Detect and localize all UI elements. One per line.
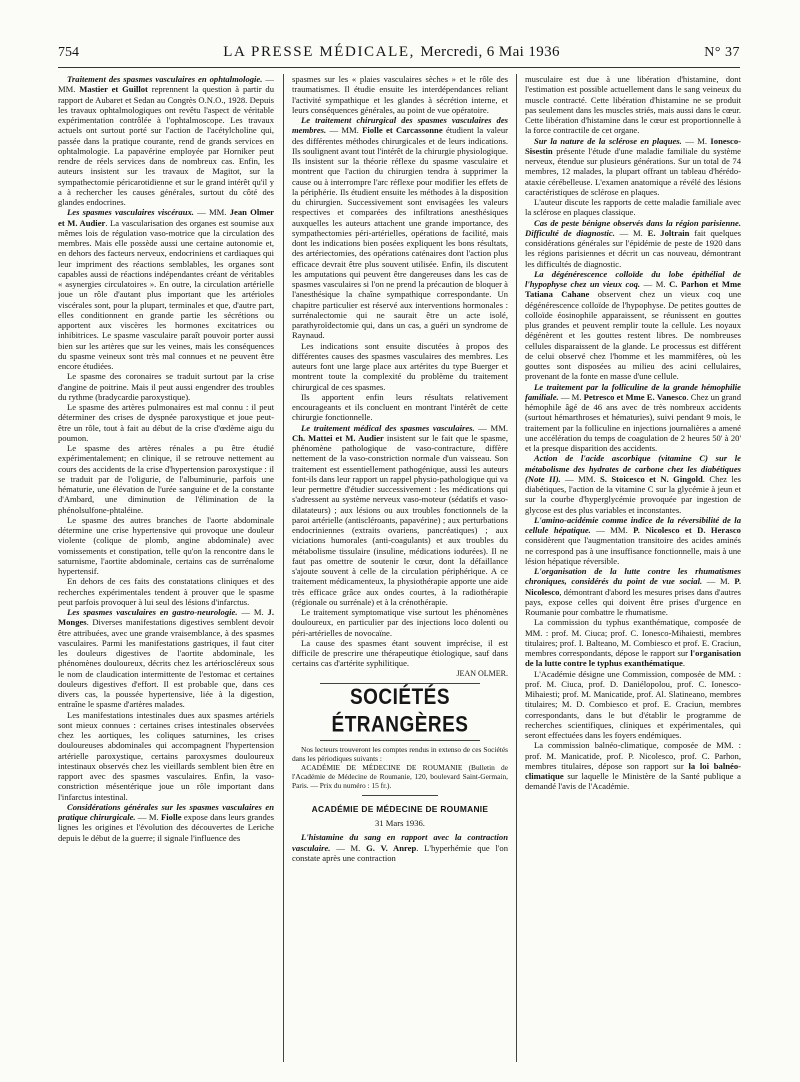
article-paragraph [58,607,274,710]
column-divider [516,74,517,1062]
publication-note: Nos lecteurs trouveront les comptes rendus in extenso de ces Sociétés dans les périodiques suivants : [292,744,508,763]
author-names: Fiolle [161,812,182,822]
article-text: . Chez les diabétiques, l'action de la vitamine C sur la glycémie à jeun et sur la courbe d'hyperglycémie provoquée par ingestion de glycose est des plus variables et inconstantes. [525,473,741,515]
article-text: spasmes sur les « plaies vasculaires sèches » et le rôle des traumatismes. Il étudie ensuite les interdépendances reliant l'activité sympathique et les glandes à sécrétion interne, et leurs conséquences générales, au point de vue opératoire. [292,74,508,115]
article-text: Le traitement symptomatique vise surtout les phénomènes douloureux, en particulier par des injections loco dolenti ou péri-artérielles de novocaïne. [292,607,508,638]
author-prefix: — MM. [474,422,508,433]
article-text: expose dans leurs grandes lignes les origines et l'évolution des découvertes de Leriche depuis le début de la guerre; il signale l'influence des [58,812,274,843]
column-2-articles [292,74,508,669]
column-2-tail [292,832,508,863]
author-names: Mastier et Guillot [79,84,148,95]
article-text: considèrent que l'augmentation transitoire des acides aminés ne correspond pas à une insuffisance fonctionnelle, mais à une lésion hépatique réversible. [525,535,741,566]
author-prefix: — MM. [193,207,230,218]
academy-heading: ACADÉMIE DE MÉDECINE DE ROUMANIE [311,803,489,814]
page-number: 754 [58,45,79,60]
article-text: . [682,658,686,669]
article-text: sur laquelle le Ministère de la Santé publique a demandé l'avis de l'Académie. [525,771,741,792]
article-paragraph [58,74,274,207]
article-heading: Sur la nature de la sclérose en plaques. [534,135,682,146]
author-prefix: — M. [330,842,367,853]
article-heading: L'amino-acidémie comme indice de la réversibilité de la cellule hépatique. [525,514,741,535]
author-prefix: — M. [614,227,648,238]
article-text: . L'hyperhémie que l'on constate après une contraction [292,842,508,863]
article-paragraph [292,392,508,423]
author-prefix: — M. [681,135,711,146]
article-text: fait quelques considérations générales sur l'épidémie de peste de 1920 dans les régions parisiennes et décrit un cas nouveau, démontrant les difficultés de diagnostic. [525,227,741,269]
article-paragraph [58,443,274,515]
article-heading: Les spasmes vasculaires en gastro-neurologie. [67,607,238,617]
article-paragraph [525,218,741,269]
article-paragraph [525,269,741,382]
author-prefix: — MM. [590,525,634,535]
bold-phrase: la loi balnéo-climatique [525,760,741,781]
author-names: Fiolle et Carcassonne [362,125,443,136]
article-text: Les manifestations intestinales dues aux spasmes artériels sont mieux connues : certaines crises intestinales observées chez les aortiques, les coliques saturnines, les crises douloureuses abdominales qui accompagnent l'hypertension artérielle paroxystique, certains paroxysmes douloureux intestinaux observés chez les vieillards semblent bien être en rapport avec des spasmes vasculaires. Enfin, la vaso-constriction mésentérique joue un rôle important dans l'infarctus intestinal. [58,709,274,802]
author-prefix: — MM. [560,473,601,484]
page-header [58,44,740,66]
article-text: Le spasme des artères rénales a pu être étudié expérimentalement; en clinique, il se retrouve nettement au cours des accidents de la crise d'hypertension paroxystique : il se traduit par de l'oligurie, de l'albuminurie, parfois une hématurie, une élévation de l'urée sanguine et de la constante d'Ambard, une diminution de l'élimination de la phénolsulfone-phtaléine. [58,443,274,515]
article-paragraph [58,802,274,843]
article-paragraph [292,638,508,669]
column-divider [283,74,284,1062]
article-heading: Traitement des spasmes vasculaires en ophtalmologie. [67,74,263,84]
author-prefix: — M. [558,391,584,402]
article-paragraph [525,515,741,566]
column-2 [292,74,508,1062]
article-text: Le spasme des artères pulmonaires est mal connu : il peut déterminer des crises de dyspnée paroxystique et joue peut-être un rôle, tout à fait au début de la crise d'œdème aigu du poumon. [58,402,274,443]
article-heading: Les spasmes vasculaires viscéraux. [67,207,194,218]
article-paragraph [292,423,508,608]
journal-title [223,44,560,61]
signature: JEAN OLMER. [456,668,508,678]
article-text: musculaire est due à une libération d'histamine, dont l'estimation est possible actuellement dans le sang veineux du muscle contracté. Cette libération d'histamine ne se produit pas seulement dans les muscles striés, mais aussi dans le cœur. Cette libération d'histamine dans le cœur est proportionnelle à la force contractile de cet organe. [525,74,741,136]
article-text: La commission du typhus exanthématique, composée de MM. : prof. M. Ciuca; prof. C. Ionesco-Mihaiesti, membres titulaires; prof. I. Balteano, M. Combiesco et prof. E. Craciun, membres correspondants, dépose le rapport sur [525,617,741,658]
article-paragraph [292,115,508,341]
author-names: Ch. Mattei et M. Audier [292,432,384,443]
section-title: SOCIÉTÉS ÉTRANGÈRES [331,685,469,738]
article-paragraph [292,832,508,863]
session-date: 31 Mars 1936. [375,818,425,828]
column-1 [58,74,274,1062]
author-names: Jean Olmer et M. Audier [58,207,274,228]
article-text: . La vascularisation des organes est soumise aux mêmes lois de régulation vaso-motrice que la circulation des membres. Mais elle possède aussi une certaine autonomie et, en dehors des facteurs nerveux, endocriniens et cardiaques qui leur impriment des réactions semblables, les organes sont capables aussi de réactions indépendantes créant de véritables « asynergies circulatoires ». En outre, la circulation artérielle joue un rôle d'autant plus important que les artérioles viscérales sont, pour la plupart, terminales et que, d'autre part, elles conditionnent en grande partie les sécrétions ou apportent aux viscères les hormones excitatrices ou inhibitrices. Le spasme vasculaire paraît pouvoir porter aussi bien sur les artères que sur les veines, mais les conséquences du spasme veineux sont très mal connues et ne peuvent être encore étudiées. [58,217,274,371]
author-names: C. Parhon et Mme Tatiana Cahane [525,279,741,300]
article-paragraph [525,136,741,198]
article-heading: La dégénérescence colloïde du lobe épithélial de l'hypophyse chez un vieux coq. [525,268,741,289]
article-paragraph [525,566,741,617]
article-text: . Diverses manifestations digestives semblent devoir être attribuées, avec une grande vraisemblance, à des spasmes vasculaires. Parmi les manifestations gastriques, il faut citer les douleurs digestives de l'aortite abdominale, les phénomènes douloureux, décrits chez les artérioscléreux sous le nom de claudication intermittente de l'estomac et certaines douleurs digestives d'effort. Il est probable que, dans ces divers cas, la poussée hypertensive, liée à la digestion, entraîne le spasme d'artères malades. [58,617,274,710]
article-paragraph [525,197,741,218]
author-names: S. Stoicesco et N. Gingold [600,473,703,484]
section-rule [320,740,480,741]
article-text: , démontrant d'abord les mesures prises dans d'autres pays, expose celles qui doivent être prises d'urgence en Roumanie pour combattre le rhumatisme. [525,586,741,617]
article-heading: L'histamine du sang en rapport avec la contraction vasculaire. [292,832,508,853]
article-paragraph [292,74,508,115]
author-names: E. Joltrain [647,227,690,238]
article-heading: Cas de peste bénigne observés dans la région parisienne. Difficulté de diagnostic. [525,217,741,238]
issue-date: Mercredi, 6 Mai 1936 [420,44,560,60]
author-names: P. Nicolesco et D. Herasco [633,525,741,535]
article-heading: Le traitement médical des spasmes vasculaires. [301,422,475,433]
article-paragraph [525,617,741,668]
short-rule [362,795,438,796]
column-3 [525,74,741,1062]
article-paragraph [525,382,741,454]
article-text: étudient la valeur des différentes méthodes chirurgicales et de leurs indications. Ils soulignent avant tout l'intérêt de la chirurgie physiologique. Ils insistent sur la théorie réflexe du spasme vasculaire et montrent que l'action du chirurgien tendra à supprimer la cause ou à interrompre l'arc réflexe pour modifier les effets de la périphérie. Ils étudient ensuite les méthodes à la disposition du chirurgien. Successivement sont envisagées les valeurs respectives et comparées des infiltrations anesthésiques auxquelles les auteurs attachent une grande importance, des sympathectomies péri-artérielles, opérations de facilité, mais dont les indications bien posées expliquent les bons résultats, des artériectomies, des opérations caténaires dont l'action plus efficace devrait être plus souvent utilisée. Enfin, ils discutent les amputations qui peuvent être dangereuses dans les cas de spasmes vasculaires si l'on ne prend la précaution de bloquer à l'anesthésique la chaîne sympathique correspondante. Un chapitre particulier est réservé aux interventions hormonales : surrénalectomie qui ne saurait être un acte isolé, parathyroïdectomie qui, dans un cas, a guéri un syndrome de Raynaud. [292,125,508,341]
author-names: P. Nicolesco [525,576,741,597]
author-prefix: — M. [135,812,162,822]
article-text: Ils apportent enfin leurs résultats relativement encourageants et ils concluent en montrant l'intérêt de cette chirurgie fonctionnelle. [292,391,508,423]
article-text: reprennent la question à partir du rapport de Aubaret et Sedan au Congrès O.N.O., 1928. Depuis les travaux ophtalmologiques ont revêtu l'aspect de véritable expérimentation contrôlée à l'ophtalmoscope. Les travaux actuels ont surtout porté sur l'action de l'acétylcholine qui, passée dans la pratique courante, rend de grands services en ophtalmologie. La papavérine employée par Horniker peut rendre de réels services dans de nombreux cas. Enfin, les auteurs insistent sur les travaux de Magitot, sur la sympathectomie péricarotidienne et sur le grand intérêt qu'il y a à rechercher les causes générales, surtout du côté des glandes endocrines. [58,84,274,207]
article-paragraph [292,341,508,392]
article-paragraph [525,453,741,515]
article-paragraph [525,74,741,136]
article-paragraph [58,371,274,402]
author-prefix: — M. [237,607,268,617]
article-text: Les indications sont ensuite discutées à propos des différentes causes des spasmes vasculaires des membres. Les auteurs font une large place aux artérites du type Buerger et montrent toute la complexité du problème du traitement chirurgical de ces spasmes. [292,340,508,392]
article-paragraph [525,740,741,791]
author-prefix: — MM. [326,125,363,136]
author-names: G. V. Anrep [366,842,417,853]
article-text: L'Académie désigne une Commission, composée de MM. : prof. M. Ciuca, prof. D. Daniélopolou, prof. C. Ionesco-Mihaiesti; prof. M. Manicatide, prof. Al. Slatineano, membres titulaires; M. D. Combiesco et prof. E. Craciun, membres correspondants, dans le but d'établir le programme de recherches scientifiques, cliniques et expérimentales, qui seront effectuées dans les foyers endémiques. [525,668,741,740]
article-heading: L'organisation de la lutte contre les rhumatismes chroniques, considérés du point de vue social. [525,566,741,587]
article-text: En dehors de ces faits des constatations cliniques et des recherches expérimentales tendent à prouver que le spasme peut parfois provoquer à lui seul des lésions d'infarctus. [58,576,274,607]
article-heading: Considérations générales sur les spasmes vasculaires en pratique chirurgicale. [58,801,274,822]
article-text: La commission balnéo-climatique, composée de MM. : prof. M. Manicatide, prof. P. Nicolesco, prof. C. Parhon, membres titulaires, dépose son rapport sur [525,740,741,771]
article-heading: Action de l'acide ascorbique (vitamine C) sur le métabolisme des hydrates de carbone chez les diabétiques (Note II). [525,453,741,484]
header-rule [58,67,740,68]
article-text: Le spasme des autres branches de l'aorte abdominale détermine une crise hypertensive qui provoque une douleur violente (colique de plomb, angine abdominale) avec vomissements et constipation, telle qu'on la rencontre dans le saturnisme, l'aortite abdominale, certains cas de surrénalome hypertensif. [58,514,274,576]
article-paragraph [525,669,741,741]
author-prefix: — M. [640,279,670,289]
article-text: La cause des spasmes étant souvent imprécise, il est difficile de prescrire une thérapeutique étiologique, sauf dans certains cas d'artérite syphilitique. [292,637,508,669]
author-names: Ionesco-Sisestin [525,135,741,156]
article-paragraph [58,576,274,607]
author-names: Petresco et Mme E. Vanesco [583,391,687,402]
article-text: Le spasme des coronaires se traduit surtout par la crise d'angine de poitrine. Mais il peut aussi engendrer des troubles du rythme (bradycardie paroxystique). [58,371,274,402]
article-text: . Chez un grand hémophile âgé de 46 ans avec de très nombreux accidents (surtout hémarthroses et hématuries), suivi pendant 9 mois, le traitement par la folliculine en injections journalières a amené une accélération du temps de coagulation de 2 heures 50' à 20' et la presque disparition des accidents. [525,391,741,453]
article-paragraph [58,710,274,802]
article-paragraph [58,402,274,443]
article-text: L'auteur discute les rapports de cette maladie familiale avec la sclérose en plaques classique. [525,197,741,218]
publication-note: ACADÉMIE DE MÉDECINE DE ROUMANIE (Bulletin de l'Académie de Médecine de Roumanie, 120, boulevard Saint-Germain, Paris. — Prix du numéro : 15 fr.). [292,762,508,790]
article-heading: Le traitement chirurgical des spasmes vasculaires des membres. [292,115,508,136]
article-paragraph [58,515,274,577]
author-names: J. Monges [58,607,274,628]
issue-number: N° 37 [704,45,740,60]
bold-phrase: l'organisation de la lutte contre le typhus exanthématique [525,648,741,669]
journal-name: LA PRESSE MÉDICALE, [223,44,415,60]
author-prefix: — M. [702,576,735,587]
article-paragraph [58,207,274,371]
article-text: insistent sur le fait que le spasme, phénomène pathologique de vaso-contracture, diffère nettement de la vaso-constriction normale d'un vaisseau. Son traitement est essentiellement pathogénique, aussi les auteurs font-ils dans leur rapport un rappel physio-pathologique qui va leur permettre d'étudier successivement : les médications qui s'adressent au système nerveux vaso-moteur (sédatifs et vaso-dilatateurs) ; aux lésions ou aux troubles fonctionnels de la paroi artérielle (antiscléroants, papavérine) ; aux perturbations endocriniennes (extraits ovariens, pancréatiques) ; aux viciations humorales (anti-coagulants) et aux troubles du métabolisme tissulaire (insuline, médications iodurées). Il ne faut pas omettre de soutenir le cœur, dont la défaillance s'ajoute souvent à celle de la circulation périphérique. A ce traitement médicamenteux, la physiothérapie apporte une aide très efficace grâce aux ondes courtes, à la radiothérapie (régionale ou surrénale) et à la crénothérapie. [292,432,508,607]
author-prefix: — MM. [58,74,274,95]
article-heading: Le traitement par la folliculine de la grande hémophilie familiale. [525,381,741,402]
article-text: observent chez un vieux coq une dégénérescence colloïde de l'hypophyse. De petites gouttes de colloïde éosinophile apparaissent, se réunissent en gouttes plus grandes et peuvent remplir toute la cellule. Les noyaux dégénèrent et les gouttes restent libres. De nombreuses cellules disparaissent de la glande. Le processus est différent de celui observé chez l'homme et les mammifères, où les gouttes sont disposées au milieu des acini cellulaires, provenant de la fonte en masse d'une cellule. [525,289,741,382]
article-text: présente l'étude d'une maladie familiale du système nerveux, étendue sur plusieurs générations. Sur un total de 74 membres, 12 malades, la plupart offrant un tableau d'hérédo-ataxie cérébelleuse. L'examen anatomique a révélé des lésions caractéristiques de sclérose en plaques. [525,145,741,197]
article-paragraph [292,607,508,638]
